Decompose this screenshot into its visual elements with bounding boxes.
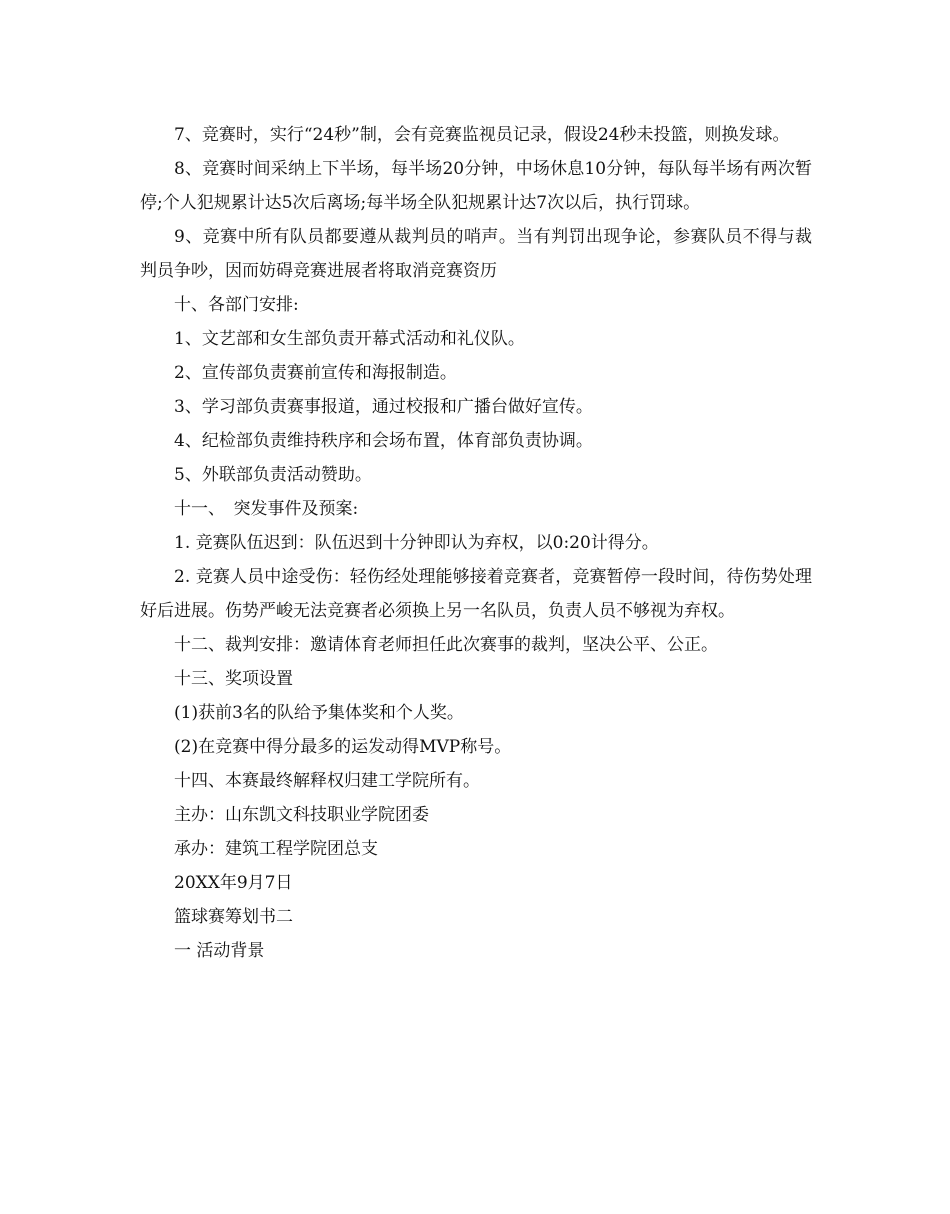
paragraph-rule-7: 7、竞赛时，实行“24秒”制，会有竞赛监视员记录，假设24秒未投篮，则换发球。 bbox=[174, 125, 790, 145]
section-heading-14: 十四、本赛最终解释权归建工学院所有。 bbox=[174, 771, 480, 791]
list-item: 3、学习部负责赛事报道，通过校报和广播台做好宣传。 bbox=[174, 397, 593, 417]
section-heading-10: 十、各部门安排: bbox=[174, 295, 299, 315]
list-item: 1、文艺部和女生部负责开幕式活动和礼仪队。 bbox=[174, 329, 525, 349]
list-item: (1)获前3名的队给予集体奖和个人奖。 bbox=[174, 703, 464, 723]
section-heading-11: 十一、 突发事件及预案: bbox=[174, 499, 359, 519]
list-item: 2. 竞赛人员中途受伤：轻伤经处理能够接着竞赛者，竞赛暂停一段时间，待伤势处理好后进展。伤势严峻无法竞赛者必须换上另一名队员，负责人员不够视为弃权。 bbox=[140, 567, 812, 621]
co-organizer-line: 承办：建筑工程学院团总支 bbox=[174, 839, 378, 859]
organizer-line: 主办：山东凯文科技职业学院团委 bbox=[174, 805, 429, 825]
section-heading-12: 十二、裁判安排：邀请体育老师担任此次赛事的裁判，坚决公平、公正。 bbox=[174, 635, 718, 655]
paragraph-rule-8: 8、竞赛时间采纳上下半场，每半场20分钟，中场休息10分钟，每队每半场有两次暂停;个人犯规累计达5次后离场;每半场全队犯规累计达7次以后，执行罚球。 bbox=[140, 159, 812, 213]
list-item: 2、宣传部负责赛前宣传和海报制造。 bbox=[174, 363, 457, 383]
date-line: 20XX年9月7日 bbox=[174, 873, 293, 893]
paragraph-rule-9: 9、竞赛中所有队员都要遵从裁判员的哨声。当有判罚出现争论，参赛队员不得与裁判员争吵，因而妨碍竞赛进展者将取消竞赛资历 bbox=[140, 227, 812, 281]
list-item: 5、外联部负责活动赞助。 bbox=[174, 465, 372, 485]
list-item: 4、纪检部负责维持秩序和会场布置，体育部负责协调。 bbox=[174, 431, 593, 451]
section-heading-1: 一 活动背景 bbox=[174, 941, 265, 961]
list-item: 1. 竞赛队伍迟到：队伍迟到十分钟即认为弃权，以0:20计得分。 bbox=[174, 533, 659, 553]
section-heading-13: 十三、奖项设置 bbox=[174, 669, 293, 689]
list-item: (2)在竞赛中得分最多的运发动得MVP称号。 bbox=[174, 737, 512, 757]
document-subtitle: 篮球赛筹划书二 bbox=[174, 907, 293, 927]
document-body bbox=[140, 118, 812, 968]
